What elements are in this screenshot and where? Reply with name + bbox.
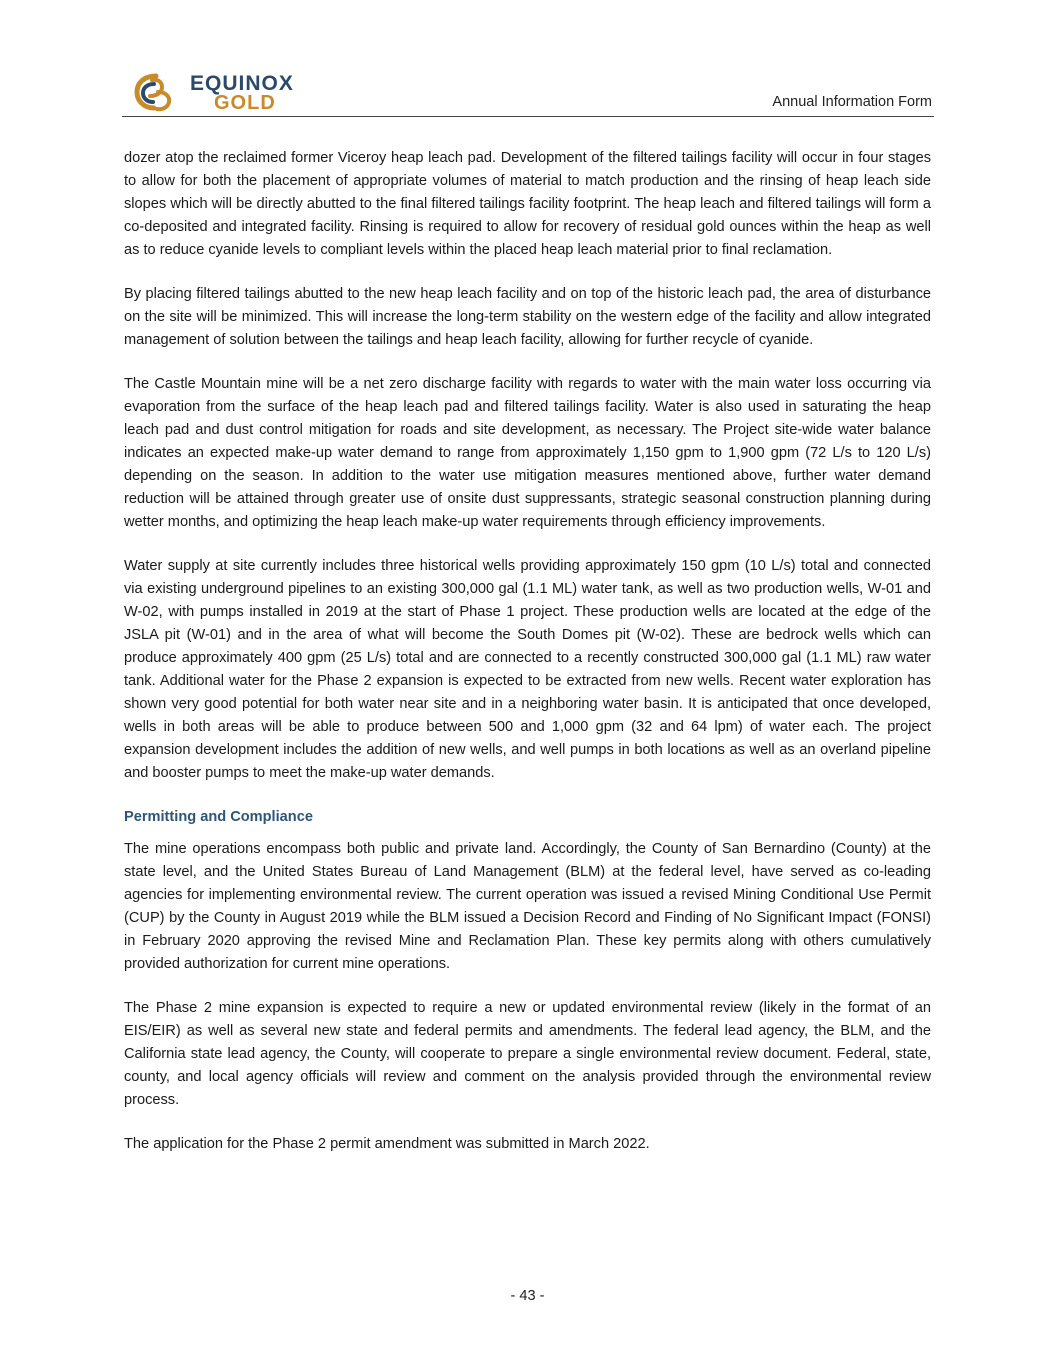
equinox-gold-logo [132, 68, 302, 114]
page-number: - 43 - [510, 1288, 545, 1304]
document-title: Annual Information Form [772, 94, 932, 110]
paragraph-water-balance: The Castle Mountain mine will be a net zero discharge facility with regards to water with the main water loss occurring via evaporation from the surface of the heap leach pad and filtered tailings facility. Water is also used in saturating the heap leach pad and dust control mitigation for roads and site development, as necessary. The Project site-wide water balance indicates an expected make-up water demand to range from approximately 1,150 gpm to 1,900 gpm (72 L/s to 120 L/s) depending on the season. In addition to the water use mitigation measures mentioned above, further water demand reduction will be attained through greater use of onsite dust suppressants, strategic seasonal construction planning during wetter months, and optimizing the heap leach make-up water requirements through efficiency improvements. [124, 376, 931, 530]
paragraph-permit-application: The application for the Phase 2 permit amendment was submitted in March 2022. [124, 1136, 650, 1152]
logo-text-equinox: EQUINOX [190, 72, 294, 95]
paragraph-mine-operations: The mine operations encompass both public and private land. Accordingly, the County of San Bernardino (County) at the state level, and the United States Bureau of Land Management (BLM) at the federal level, have served as co-leading agencies for implementing environmental review. The current operation was issued a revised Mining Conditional Use Permit (CUP) by the County in August 2019 while the BLM issued a Decision Record and Finding of No Significant Impact (FONSI) in February 2020 approving the revised Mine and Reclamation Plan. These key permits along with others cumulatively provided authorization for current mine operations. [124, 841, 931, 972]
paragraph-phase2-review: The Phase 2 mine expansion is expected to require a new or updated environmental review (likely in the format of an EIS/EIR) as well as several new state and federal permits and amendments. The federal lead agency, the BLM, and the California state lead agency, the County, will cooperate to prepare a single environmental review document. Federal, state, county, and local agency officials will review and comment on the analysis provided through the environmental review process. [124, 1000, 931, 1108]
page-header [122, 66, 934, 117]
paragraph-heap-leach: dozer atop the reclaimed former Viceroy heap leach pad. Development of the filtered tailings facility will occur in four stages to allow for both the placement of appropriate volumes of material to match production and the rinsing of heap leach side slopes which will be directly abutted to the final filtered tailings facility footprint. The heap leach and filtered tailings will form a co-deposited and integrated facility. Rinsing is required to allow for recovery of residual gold ounces within the heap as well as to reduce cyanide levels to compliant levels within the placed heap leach material prior to final reclamation. [124, 150, 931, 258]
page-body [124, 147, 931, 1177]
paragraph-water-supply: Water supply at site currently includes three historical wells providing approximately 150 gpm (10 L/s) total and connected via existing underground pipelines to an existing 300,000 gal (1.1 ML) water tank, as well as two production wells, W-01 and W-02, with pumps installed in 2019 at the start of Phase 1 project. These production wells are located at the edge of the JSLA pit (W-01) and in the area of what will become the South Domes pit (W-02). These are bedrock wells which can produce approximately 400 gpm (25 L/s) total and are connected to a recently constructed 300,000 gal (1.1 ML) raw water tank. Additional water for the Phase 2 expansion is expected to be extracted from new wells. Recent water exploration has shown very good potential for both water near site and in a neighboring water basin. It is anticipated that once developed, wells in both areas will be able to produce between 500 and 1,000 gpm (32 and 64 lpm) of water each. The project expansion development includes the addition of new wells, and well pumps in both locations as well as an overland pipeline and booster pumps to meet the make-up water demands. [124, 558, 931, 781]
paragraph-filtered-tailings: By placing filtered tailings abutted to the new heap leach facility and on top of the historic leach pad, the area of disturbance on the site will be minimized. This will increase the long-term stability on the western edge of the facility and allow integrated management of solution between the tailings and heap leach facility, allowing for further recycle of cyanide. [124, 286, 931, 348]
logo-text-gold: GOLD [214, 92, 276, 114]
section-heading-permitting: Permitting and Compliance [124, 809, 313, 825]
logo-mark-icon [132, 72, 180, 112]
